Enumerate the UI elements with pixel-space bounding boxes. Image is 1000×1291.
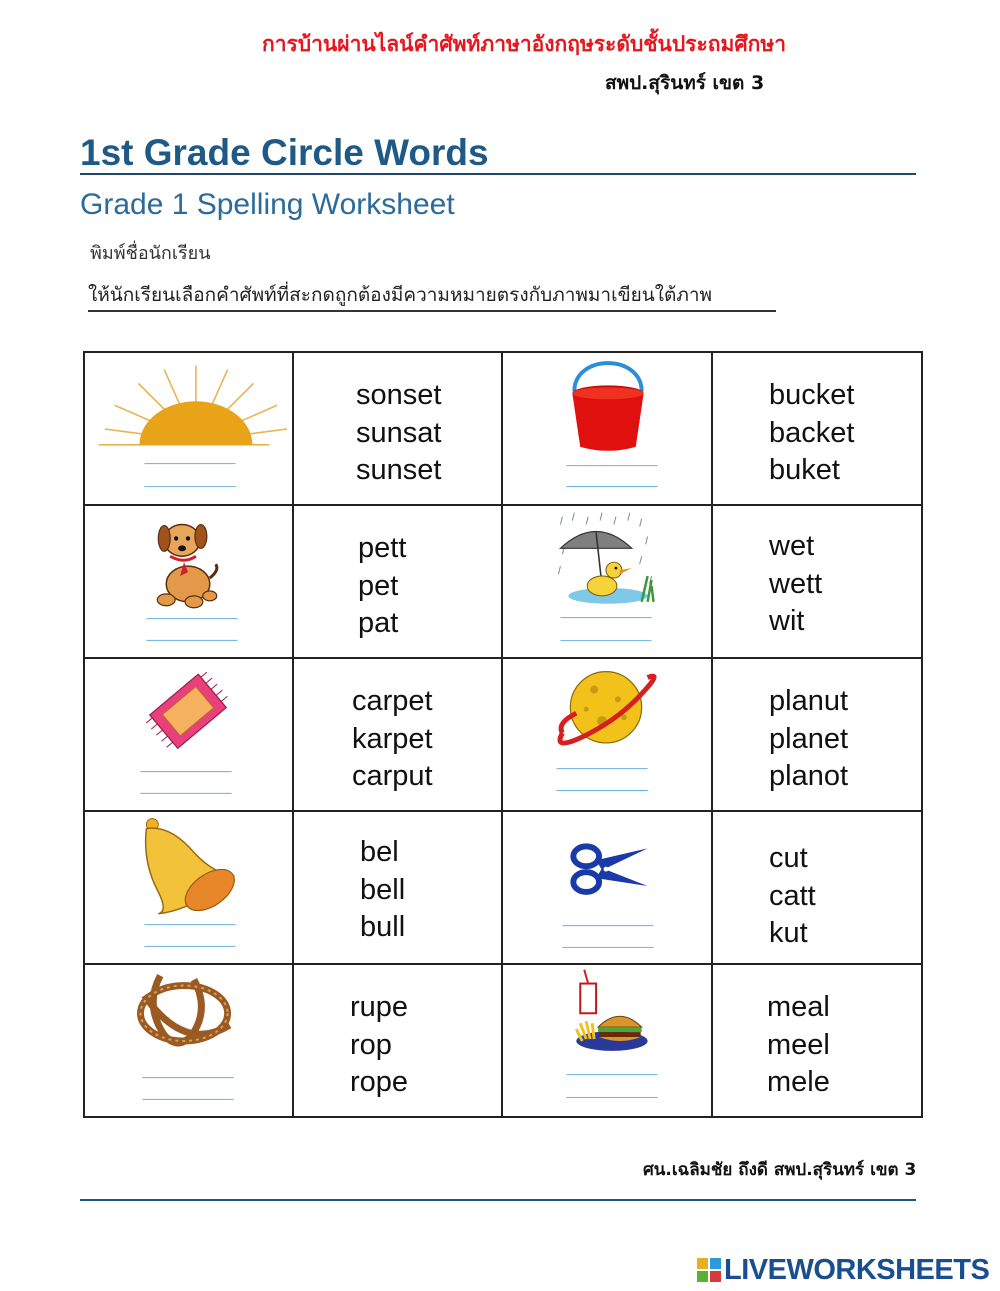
word-choices-cell [293,658,502,811]
word-choice[interactable]: catt [769,879,816,912]
instruction-text: ให้นักเรียนเลือกคำศัพท์ที่สะกดถูกต้องมีความหมายตรงกับภาพมาเขียนใต้ภาพ [88,284,713,306]
picture-cell [502,811,712,964]
word-choices [350,989,408,1102]
student-name-label: พิมพ์ชื่อนักเรียน [90,243,211,264]
table-row [84,811,922,964]
word-choice[interactable]: pet [358,569,399,602]
table-row [84,505,922,658]
word-choices-cell [712,352,922,505]
word-choice[interactable]: cut [769,842,808,874]
word-choice[interactable]: planet [769,722,849,755]
liveworksheets-brand[interactable]: LIVEWORKSHEETS [724,1254,990,1286]
answer-input[interactable] [560,448,654,490]
picture-cell [84,964,293,1117]
title-rule [80,173,916,175]
instruction-underline [88,310,776,312]
picture-cell [84,505,293,658]
table-row [84,964,922,1117]
word-choice[interactable]: planut [769,685,849,717]
word-choice[interactable]: bell [360,873,406,906]
word-choice[interactable]: carpet [352,685,433,717]
picture-cell [502,505,712,658]
picture-cell [502,352,712,505]
answer-input[interactable] [142,601,236,643]
answer-input[interactable] [142,448,236,490]
word-choice[interactable]: meal [767,991,830,1023]
word-choice[interactable]: wett [769,567,823,600]
word-choice[interactable]: backet [769,416,855,449]
word-choice[interactable]: meel [767,1028,830,1061]
word-choices-cell [293,811,502,964]
word-choice[interactable]: rop [350,1028,392,1061]
thai-subtitle: สพป.สุรินทร์ เขต 3 [605,72,765,94]
word-choice[interactable]: bel [360,836,399,868]
picture-cell [84,658,293,811]
word-choices-cell [712,658,922,811]
word-choice[interactable]: planot [769,760,849,792]
word-choices-cell [293,352,502,505]
picture-cell [502,658,712,811]
answer-input[interactable] [142,907,236,949]
word-choice[interactable]: carput [352,760,433,792]
word-choices [358,530,406,643]
word-choice[interactable]: mele [767,1066,830,1098]
word-choices [769,528,822,641]
footer-credit: ศน.เฉลิมชัย ถึงดี สพป.สุรินทร์ เขต 3 [643,1160,917,1180]
word-choices [769,683,848,796]
word-choices-cell [712,505,922,658]
thai-title: การบ้านผ่านไลน์คำศัพท์ภาษาอังกฤษระดับชั้นประถมศึกษา [262,32,787,56]
word-choice[interactable]: wit [769,605,805,637]
answer-input[interactable] [560,1060,654,1102]
word-choices [767,989,830,1102]
word-choices [356,377,441,490]
liveworksheets-logo-icon [697,1258,721,1282]
word-choice[interactable]: sunset [356,454,442,486]
word-choice[interactable]: bull [360,911,406,943]
answer-input[interactable] [142,754,236,796]
answer-input[interactable] [560,907,654,949]
word-choice[interactable]: sonset [356,379,442,411]
word-choices [769,840,816,953]
table-row [84,352,922,505]
answer-input[interactable] [560,754,654,796]
word-choice[interactable]: kut [769,917,808,949]
picture-cell [84,352,293,505]
word-choice[interactable]: bucket [769,379,855,411]
word-choices-cell [293,505,502,658]
word-choice[interactable]: pett [358,532,407,564]
word-choice[interactable]: pat [358,607,399,639]
word-choice[interactable]: sunsat [356,416,442,449]
page-title: 1st Grade Circle Words [80,132,489,173]
picture-cell [502,964,712,1117]
word-choice[interactable]: buket [769,454,840,486]
page-subtitle: Grade 1 Spelling Worksheet [80,188,455,221]
table-row [84,658,922,811]
worksheet-grid [83,351,923,1118]
word-choice[interactable]: rope [350,1066,409,1098]
word-choice[interactable]: karpet [352,722,433,755]
word-choices-cell [712,811,922,964]
word-choices [360,834,405,947]
word-choice[interactable]: wet [769,530,815,562]
word-choices [769,377,854,490]
word-choices-cell [293,964,502,1117]
answer-input[interactable] [142,1060,236,1102]
word-choices [352,683,433,796]
word-choices-cell [712,964,922,1117]
picture-cell [84,811,293,964]
word-choice[interactable]: rupe [350,991,409,1023]
answer-input[interactable] [560,601,654,643]
footer-rule [80,1199,916,1201]
